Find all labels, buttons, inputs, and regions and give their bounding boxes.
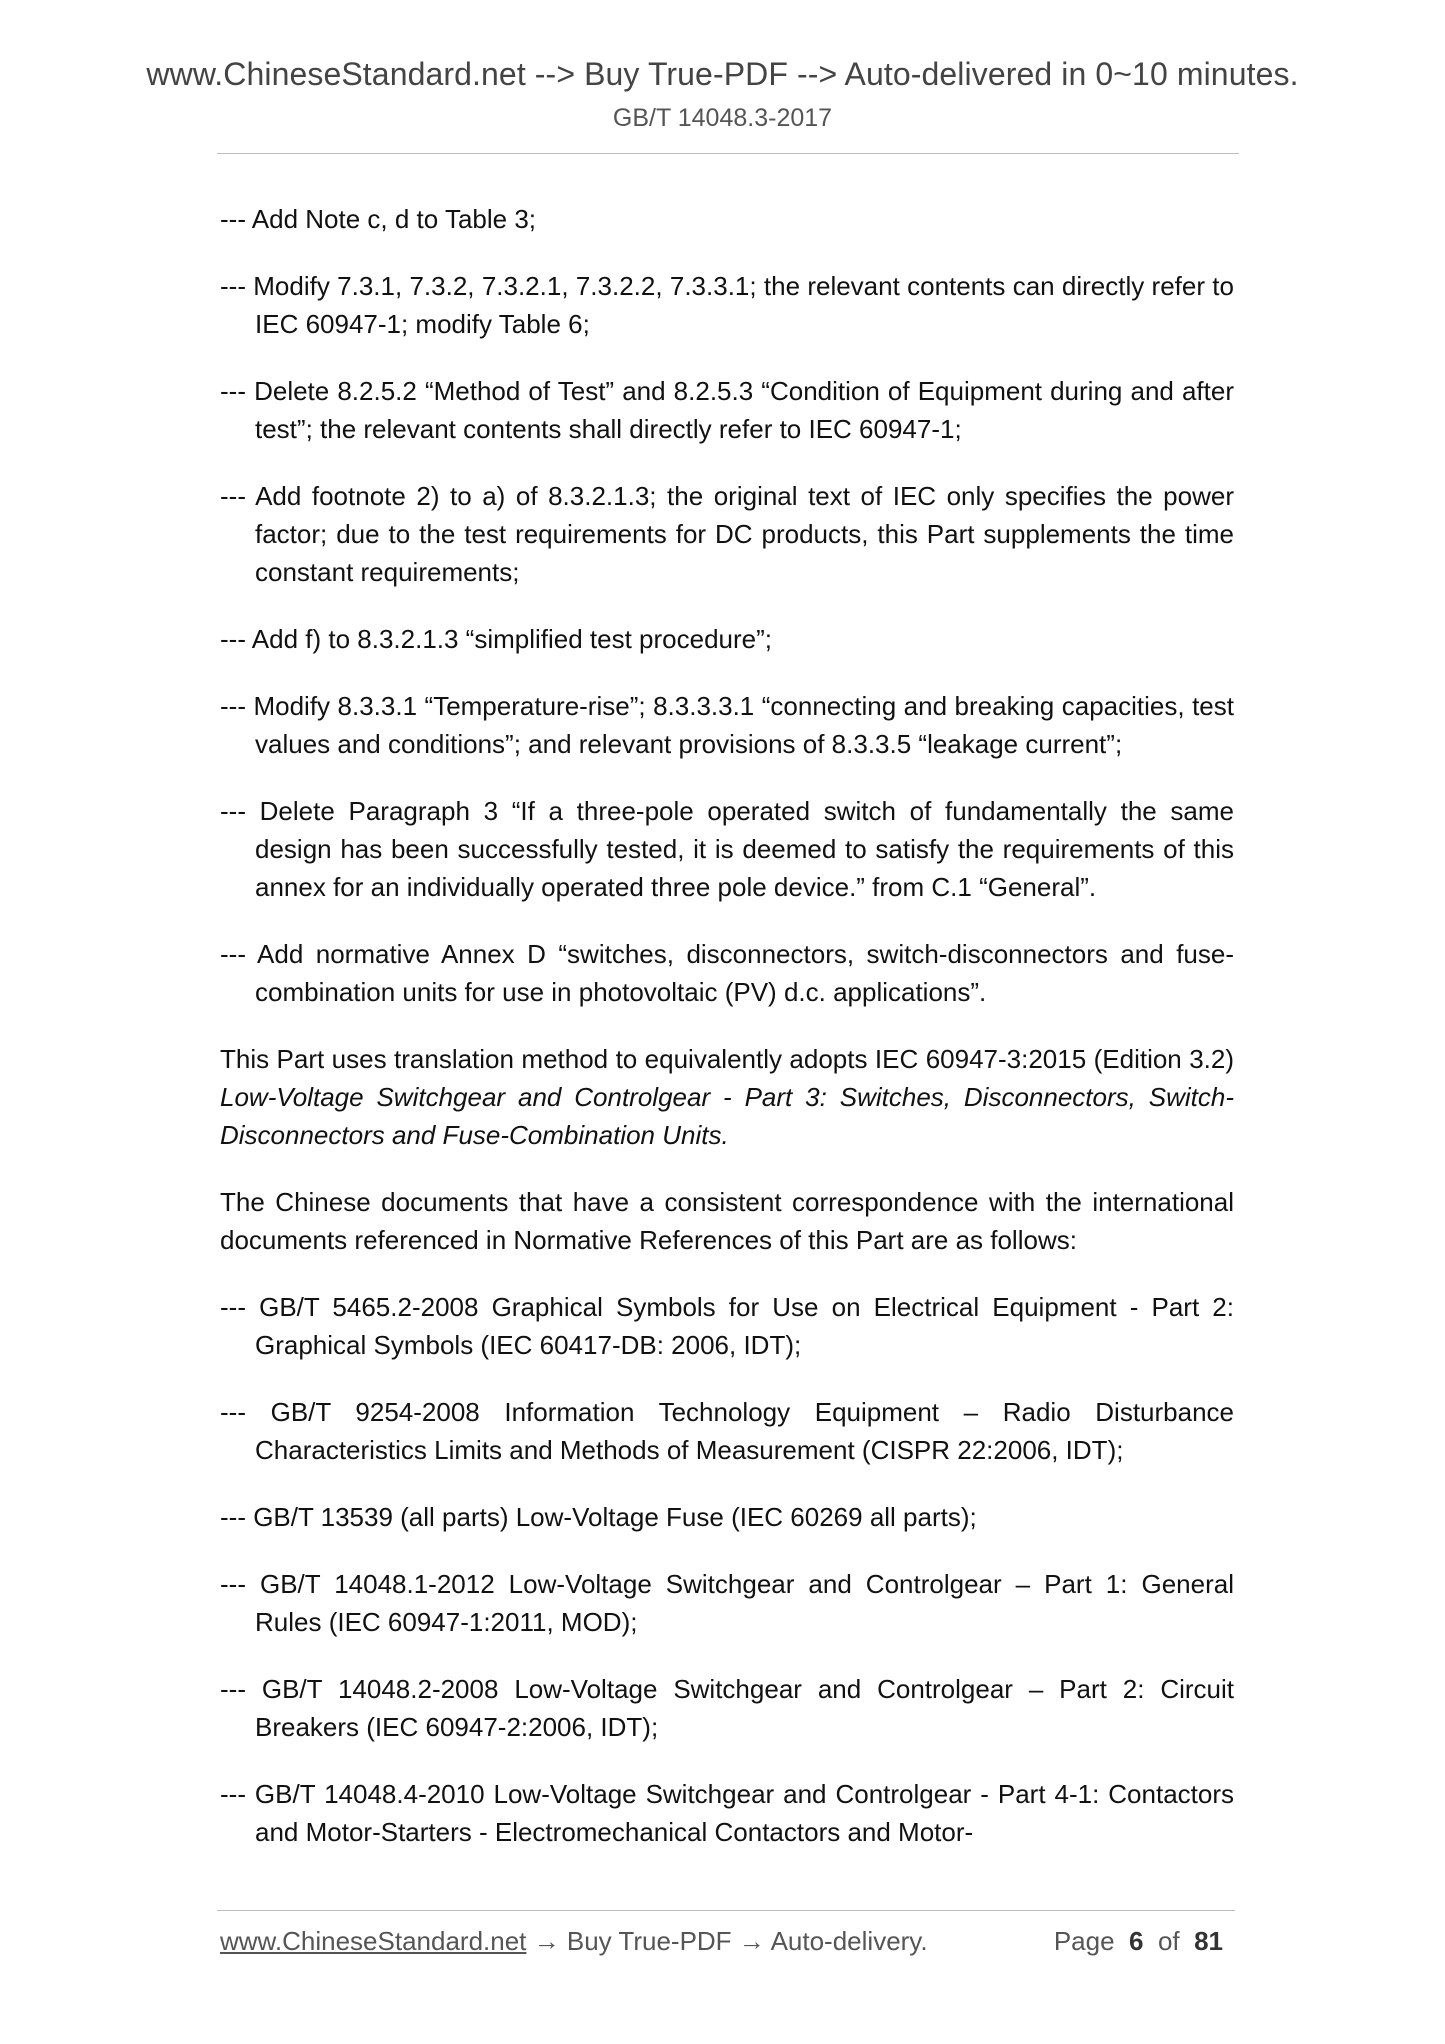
total-pages: 81 [1194,1926,1223,1956]
footer-divider [217,1910,1235,1911]
change-item: --- Add normative Annex D “switches, disconnectors, switch-disconnectors and fuse-combination units for use in photovoltaic (PV) d.c. applications”. [220,939,1234,1007]
header-banner: www.ChineseStandard.net --> Buy True-PDF --> Auto-delivered in 0~10 minutes. [146,56,1299,92]
footer-site-link[interactable]: www.ChineseStandard.net [220,1926,527,1956]
reference-item: --- GB/T 14048.2-2008 Low-Voltage Switchgear and Controlgear – Part 2: Circuit Breakers (IEC 60947-2:2006, IDT); [220,1674,1234,1742]
reference-item: --- GB/T 13539 (all parts) Low-Voltage Fuse (IEC 60269 all parts); [220,1502,977,1532]
page-label: Page [1053,1926,1115,1956]
page-body [220,200,1234,1880]
reference-item: --- GB/T 5465.2-2008 Graphical Symbols for Use on Electrical Equipment - Part 2: Graphical Symbols (IEC 60417-DB: 2006, IDT); [220,1292,1234,1360]
reference-item: --- GB/T 14048.1-2012 Low-Voltage Switchgear and Controlgear – Part 1: General Rules (IEC 60947-1:2011, MOD); [220,1569,1234,1637]
correspondence-intro: The Chinese documents that have a consistent correspondence with the international documents referenced in Normative References of this Part are as follows: [220,1187,1234,1255]
change-item: --- Add f) to 8.3.2.1.3 “simplified test procedure”; [220,624,773,654]
header-divider [217,153,1239,154]
footer-left [220,1926,928,1957]
change-item: --- Delete 8.2.5.2 “Method of Test” and 8.2.5.3 “Condition of Equipment during and after test”; the relevant contents shall directly refer to IEC 60947-1; [220,376,1234,444]
footer-buy-text: → Buy True-PDF → Auto-delivery. [526,1926,928,1956]
change-item: --- Modify 7.3.1, 7.3.2, 7.3.2.1, 7.3.2.2, 7.3.3.1; the relevant contents can directly refer to IEC 60947-1; modify Table 6; [220,271,1234,339]
change-item: --- Add Note c, d to Table 3; [220,204,537,234]
reference-item: --- GB/T 14048.4-2010 Low-Voltage Switchgear and Controlgear - Part 4-1: Contactors and Motor-Starters - Electromechanical Contactors and Motor- [220,1779,1234,1847]
page-indicator [1054,1926,1223,1957]
adoption-paragraph [220,1040,1234,1154]
change-item: --- Modify 8.3.3.1 “Temperature-rise”; 8.3.3.3.1 “connecting and breaking capacities, test values and conditions”; and relevant provisions of 8.3.3.5 “leakage current”; [220,691,1234,759]
document-id: GB/T 14048.3-2017 [612,104,833,132]
adopted-standard-title: Low-Voltage Switchgear and Controlgear - Part 3: Switches, Disconnectors, Switch-Disconnectors and Fuse-Combination Units. [220,1082,1234,1150]
reference-item: --- GB/T 9254-2008 Information Technology Equipment – Radio Disturbance Characteristics Limits and Methods of Measurement (CISPR 22:2006, IDT); [220,1397,1234,1465]
of-label: of [1157,1926,1180,1956]
adoption-text: This Part uses translation method to equivalently adopts IEC 60947-3:2015 (Edition 3.2) [220,1044,1234,1074]
change-item: --- Delete Paragraph 3 “If a three-pole operated switch of fundamentally the same design has been successfully tested, it is deemed to satisfy the requirements of this annex for an individually operated three pole device.” from C.1 “General”. [220,796,1234,902]
page-number: 6 [1129,1926,1144,1956]
change-item: --- Add footnote 2) to a) of 8.3.2.1.3; the original text of IEC only specifies the power factor; due to the test requirements for DC products, this Part supplements the time constant requirements; [220,481,1234,587]
